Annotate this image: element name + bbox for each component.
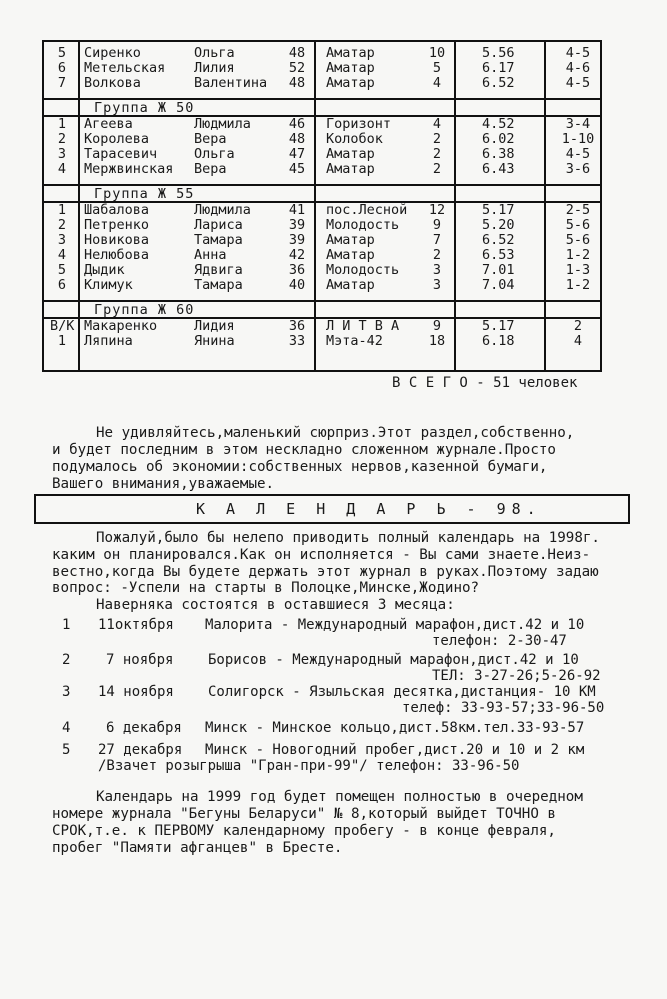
cell-rating: 4-5 — [565, 146, 591, 162]
cell-club: Аматар — [326, 277, 375, 293]
cell-rating: 3-6 — [565, 161, 591, 177]
group-label: Группа Ж 50 — [94, 100, 195, 116]
cell-rating: 4-5 — [565, 75, 591, 91]
table-vline — [454, 42, 456, 370]
cell-club: Аматар — [326, 161, 375, 177]
calendar-title: К А Л Е Н Д А Р Ь - 98. — [196, 500, 542, 518]
cell-rating: 4-5 — [565, 45, 591, 61]
cell-club: Аматар — [326, 146, 375, 162]
cell-count: 7 — [432, 232, 442, 248]
intro-line: Не удивляйтесь,маленький сюрприз.Этот раздел,собственно, — [96, 425, 575, 441]
cell-age: 41 — [288, 202, 306, 218]
cell-count: 2 — [432, 146, 442, 162]
cell-time: 4.52 — [482, 116, 515, 132]
cell-name: Лилия — [194, 60, 235, 76]
event-number: 5 — [62, 742, 71, 758]
cell-name: Ядвига — [194, 262, 243, 278]
group-label: Группа Ж 55 — [94, 186, 195, 202]
cell-count: 4 — [432, 75, 442, 91]
cell-surname: Метельская — [84, 60, 166, 76]
cell-place: В/К — [50, 318, 75, 334]
cell-age: 52 — [288, 60, 306, 76]
cell-club: Аматар — [326, 247, 375, 263]
event-note: /Взачет розыгрыша "Гран-при-99"/ телефон: 33-96-50 — [98, 758, 520, 774]
cell-time: 6.17 — [482, 60, 515, 76]
cell-rating: 1-10 — [561, 131, 595, 147]
cell-place: 5 — [57, 45, 67, 61]
cell-name: Янина — [194, 333, 235, 349]
cell-place: 3 — [57, 146, 67, 162]
cell-time: 6.38 — [482, 146, 515, 162]
cell-name: Ольга — [194, 45, 235, 61]
event-number: 3 — [62, 684, 71, 700]
cell-rating: 5-6 — [565, 217, 591, 233]
cell-count: 2 — [432, 247, 442, 263]
table-vline — [314, 42, 316, 370]
event-date: 6 декабря — [106, 720, 182, 736]
cell-place: 1 — [57, 116, 67, 132]
cell-count: 3 — [432, 262, 442, 278]
cell-surname: Тарасевич — [84, 146, 158, 162]
cell-count: 9 — [432, 318, 442, 334]
intro-line: Вашего внимания,уважаемые. — [52, 476, 275, 492]
table-vline — [78, 42, 80, 370]
cell-time: 5.17 — [482, 202, 515, 218]
cell-rating: 5-6 — [565, 232, 591, 248]
cell-club: Горизонт — [326, 116, 392, 132]
cell-surname: Шабалова — [84, 202, 150, 218]
cell-name: Тамара — [194, 232, 243, 248]
cell-age: 47 — [288, 146, 306, 162]
event-phone: ТЕЛ: 3-27-26;5-26-92 — [432, 668, 601, 684]
cell-age: 48 — [288, 75, 306, 91]
cell-count: 2 — [432, 131, 442, 147]
cell-club: Аматар — [326, 232, 375, 248]
cell-count: 2 — [432, 161, 442, 177]
event-description: Борисов - Международный марафон,дист.42 и 10 — [208, 652, 579, 668]
event-number: 1 — [62, 617, 71, 633]
cell-place: 2 — [57, 217, 67, 233]
cell-age: 33 — [288, 333, 306, 349]
cell-age: 48 — [288, 45, 306, 61]
cell-surname: Мержвинская — [84, 161, 174, 177]
cell-club: Мэта-42 — [326, 333, 383, 349]
cell-name: Тамара — [194, 277, 243, 293]
event-phone: телеф: 33-93-57;33-96-50 — [402, 700, 605, 716]
cell-age: 39 — [288, 217, 306, 233]
cell-rating: 2 — [573, 318, 583, 334]
results-total: В С Е Г О - 51 человек — [392, 375, 578, 391]
event-number: 2 — [62, 652, 71, 668]
calendar-intro-line: вопрос: -Успели на старты в Полоцке,Минске,Жодино? — [52, 580, 480, 596]
event-number: 4 — [62, 720, 71, 736]
cell-time: 6.53 — [482, 247, 515, 263]
cell-age: 42 — [288, 247, 306, 263]
cell-time: 6.52 — [482, 232, 515, 248]
closing-line: СРОК,т.е. к ПЕРВОМУ календарному пробегу - в конце февраля, — [52, 823, 556, 839]
cell-place: 6 — [57, 277, 67, 293]
cell-place: 1 — [57, 202, 67, 218]
cell-surname: Сиренко — [84, 45, 141, 61]
cell-time: 7.01 — [482, 262, 515, 278]
cell-age: 40 — [288, 277, 306, 293]
event-date: 14 ноября — [98, 684, 174, 700]
cell-surname: Волкова — [84, 75, 141, 91]
cell-surname: Нелюбова — [84, 247, 150, 263]
cell-rating: 4-6 — [565, 60, 591, 76]
event-description: Минск - Минское кольцо,дист.58км.тел.33-93-57 — [205, 720, 585, 736]
cell-place: 2 — [57, 131, 67, 147]
cell-club: Молодость — [326, 262, 400, 278]
cell-rating: 1-3 — [565, 262, 591, 278]
cell-time: 5.17 — [482, 318, 515, 334]
cell-club: Колобок — [326, 131, 383, 147]
cell-club: Л И Т В А — [326, 318, 400, 334]
cell-time: 6.43 — [482, 161, 515, 177]
cell-club: Аматар — [326, 75, 375, 91]
cell-rating: 2-5 — [565, 202, 591, 218]
cell-place: 1 — [57, 333, 67, 349]
cell-time: 6.02 — [482, 131, 515, 147]
closing-line: пробег "Памяти афганцев" в Бресте. — [52, 840, 343, 856]
cell-surname: Королева — [84, 131, 150, 147]
cell-name: Людмила — [194, 202, 251, 218]
cell-rating: 4 — [573, 333, 583, 349]
intro-line: и будет последним в этом нескладно сложенном журнале.Просто — [52, 442, 556, 458]
cell-time: 7.04 — [482, 277, 515, 293]
cell-count: 4 — [432, 116, 442, 132]
event-description: Солигорск - Языльская десятка,дистанция- 10 КМ — [208, 684, 596, 700]
event-date: 11октября — [98, 617, 174, 633]
closing-line: номере журнала "Бегуны Беларуси" № 8,который выйдет ТОЧНО в — [52, 806, 556, 822]
cell-name: Ольга — [194, 146, 235, 162]
event-date: 7 ноября — [106, 652, 174, 668]
cell-place: 6 — [57, 60, 67, 76]
cell-time: 5.56 — [482, 45, 515, 61]
cell-age: 45 — [288, 161, 306, 177]
cell-count: 9 — [432, 217, 442, 233]
cell-surname: Макаренко — [84, 318, 158, 334]
cell-rating: 3-4 — [565, 116, 591, 132]
calendar-intro-line: вестно,когда Вы будете держать этот журнал в руках.Поэтому задаю — [52, 564, 599, 580]
cell-time: 5.20 — [482, 217, 515, 233]
cell-surname: Ляпина — [84, 333, 133, 349]
cell-place: 4 — [57, 161, 67, 177]
cell-surname: Агеева — [84, 116, 133, 132]
cell-place: 7 — [57, 75, 67, 91]
cell-surname: Климук — [84, 277, 133, 293]
event-description: Малорита - Международный марафон,дист.42 и 10 — [205, 617, 585, 633]
calendar-intro-line: Наверняка состоятся в оставшиеся 3 месяца: — [96, 597, 455, 613]
cell-count: 3 — [432, 277, 442, 293]
cell-place: 4 — [57, 247, 67, 263]
cell-surname: Новикова — [84, 232, 150, 248]
cell-count: 5 — [432, 60, 442, 76]
cell-age: 36 — [288, 318, 306, 334]
cell-name: Лидия — [194, 318, 235, 334]
closing-line: Календарь на 1999 год будет помещен полностью в очередном — [96, 789, 583, 805]
cell-age: 36 — [288, 262, 306, 278]
cell-name: Людмила — [194, 116, 251, 132]
calendar-heading-box — [34, 494, 630, 524]
cell-time: 6.18 — [482, 333, 515, 349]
table-vline — [544, 42, 546, 370]
cell-club: Аматар — [326, 60, 375, 76]
cell-name: Анна — [194, 247, 227, 263]
results-table — [42, 40, 602, 372]
cell-club: пос.Лесной — [326, 202, 408, 218]
event-phone: телефон: 2-30-47 — [432, 633, 567, 649]
cell-rating: 1-2 — [565, 277, 591, 293]
group-label: Группа Ж 60 — [94, 302, 195, 318]
cell-age: 46 — [288, 116, 306, 132]
cell-name: Вера — [194, 161, 227, 177]
cell-name: Валентина — [194, 75, 268, 91]
cell-surname: Дыдик — [84, 262, 125, 278]
calendar-intro-line: Пожалуй,было бы нелепо приводить полный календарь на 1998г. — [96, 530, 600, 546]
cell-age: 48 — [288, 131, 306, 147]
cell-club: Молодость — [326, 217, 400, 233]
event-description: Минск - Новогодний пробег,дист.20 и 10 и 2 км — [205, 742, 585, 758]
cell-place: 3 — [57, 232, 67, 248]
cell-count: 10 — [428, 45, 446, 61]
cell-name: Вера — [194, 131, 227, 147]
event-date: 27 декабря — [98, 742, 183, 758]
cell-time: 6.52 — [482, 75, 515, 91]
cell-count: 18 — [428, 333, 446, 349]
cell-rating: 1-2 — [565, 247, 591, 263]
cell-club: Аматар — [326, 45, 375, 61]
cell-name: Лариса — [194, 217, 243, 233]
cell-place: 5 — [57, 262, 67, 278]
cell-surname: Петренко — [84, 217, 150, 233]
calendar-intro-line: каким он планировался.Как он исполняется - Вы сами знаете.Неиз- — [52, 547, 591, 563]
cell-count: 12 — [428, 202, 446, 218]
cell-age: 39 — [288, 232, 306, 248]
intro-line: подумалось об экономии:собственных нервов,казенной бумаги, — [52, 459, 548, 475]
